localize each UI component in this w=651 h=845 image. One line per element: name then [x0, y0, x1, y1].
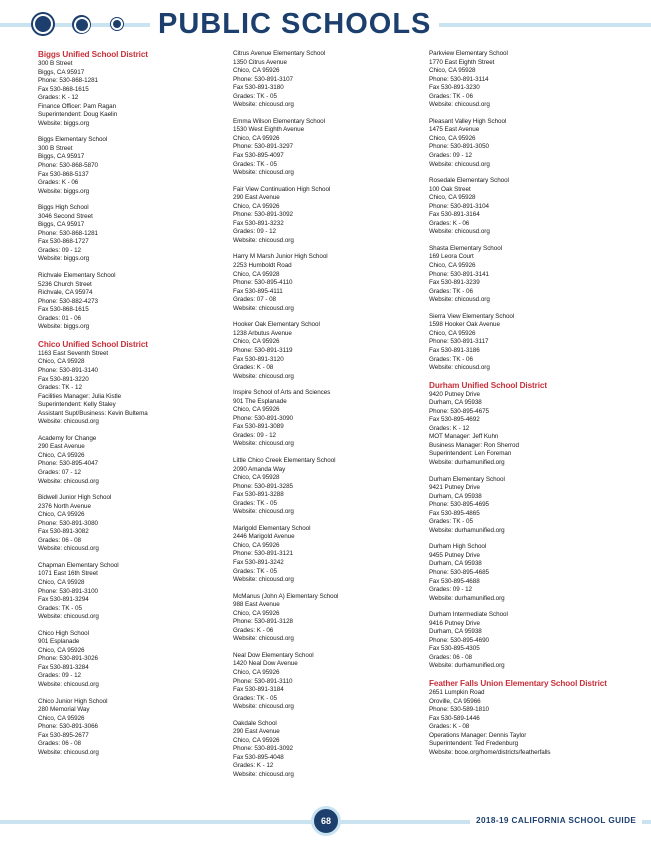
entry-line: Phone: 530-891-3121 — [233, 550, 293, 558]
entry-line: 290 East Avenue — [38, 443, 85, 451]
entry-heading: Fair View Continuation High School — [233, 185, 331, 193]
school-entry — [38, 204, 230, 264]
district-section — [429, 679, 621, 757]
entry-line: Phone: 530-895-4690 — [429, 636, 489, 644]
entry-line: Fax 530-891-3220 — [38, 375, 89, 383]
entry-line: Website: chicousd.org — [233, 508, 294, 516]
entry-line: Phone: 530-868-1281 — [38, 229, 98, 237]
entry-line: Chico, CA 95926 — [429, 329, 476, 337]
entry-heading: Little Chico Creek Elementary School — [233, 456, 336, 464]
entry-line: 1530 West Eighth Avenue — [233, 126, 305, 134]
entry-line: Phone: 530-891-3141 — [429, 270, 489, 278]
entry-line: Fax 530-891-3180 — [233, 84, 284, 92]
district-title: Chico Unified School District — [38, 339, 148, 349]
entry-line: Phone: 530-891-3050 — [429, 143, 489, 151]
entry-line: Business Manager: Ron Sherrod — [429, 441, 519, 449]
school-entry — [429, 313, 621, 373]
entry-line: MOT Manager: Jeff Kuhn — [429, 433, 499, 441]
entry-line: Chico, CA 95926 — [38, 646, 85, 654]
header-dot-large — [31, 12, 55, 36]
entry-line: Grades: K - 06 — [233, 626, 274, 634]
entry-heading: Rosedale Elementary School — [429, 177, 509, 185]
entry-line: Grades: TK - 05 — [38, 604, 82, 612]
school-entry — [38, 698, 230, 758]
entry-line: Superintendent: Len Foreman — [429, 450, 512, 458]
entry-line: 300 B Street — [38, 144, 73, 152]
entry-line: Chico, CA 95926 — [233, 67, 280, 75]
entry-line: Fax 530-868-1615 — [38, 85, 89, 93]
school-entry — [429, 391, 621, 468]
entry-line: Grades: TK - 05 — [233, 567, 277, 575]
entry-line: 988 East Avenue — [233, 601, 280, 609]
entry-line: Superintendent: Kelly Staley — [38, 401, 116, 409]
entry-line: Website: durhamunified.org — [429, 526, 505, 534]
entry-line: Fax 530-891-3164 — [429, 211, 480, 219]
entry-line: Website: durhamunified.org — [429, 458, 505, 466]
entry-heading: Harry M Marsh Junior High School — [233, 253, 328, 261]
entry-line: Grades: 06 - 08 — [38, 740, 82, 748]
entry-line: Grades: 09 - 12 — [233, 228, 277, 236]
entry-line: Phone: 530-891-3114 — [429, 75, 489, 83]
entry-line: Fax 530-891-3232 — [233, 219, 284, 227]
entry-line: Chico, CA 95926 — [233, 541, 280, 549]
entry-line: Phone: 530-891-3092 — [233, 211, 293, 219]
entry-line: Oroville, CA 95966 — [429, 697, 481, 705]
entry-line: Grades: TK - 12 — [38, 384, 82, 392]
entry-line: Phone: 530-895-4685 — [429, 568, 489, 576]
entry-line: Richvale, CA 95974 — [38, 289, 93, 297]
entry-line: Chico, CA 95926 — [429, 134, 476, 142]
entry-heading: Durham Elementary School — [429, 475, 505, 483]
guide-title: 2018-19 CALIFORNIA SCHOOL GUIDE — [476, 816, 637, 825]
entry-line: Website: chicousd.org — [233, 304, 294, 312]
district-section — [429, 381, 621, 671]
entry-heading: Neal Dow Elementary School — [233, 651, 314, 659]
school-entry — [38, 350, 230, 427]
entry-line: Finance Officer: Pam Ragan — [38, 102, 117, 110]
school-entry — [429, 476, 621, 536]
entry-line: 100 Oak Street — [429, 185, 471, 193]
school-entry — [429, 245, 621, 305]
entry-line: Chico, CA 95928 — [233, 474, 280, 482]
entry-line: Phone: 530-868-1281 — [38, 77, 98, 85]
entry-line: Grades: 09 - 12 — [38, 672, 82, 680]
district-title: Feather Falls Union Elementary School District — [429, 679, 607, 688]
entry-line: Grades: TK - 06 — [429, 287, 473, 295]
entry-line: Phone: 530-891-3285 — [233, 482, 293, 490]
entry-line: Fax 530-895-4692 — [429, 416, 480, 424]
district-title: Durham Unified School District — [429, 380, 548, 390]
header-title-box — [150, 5, 439, 43]
school-entry — [38, 630, 230, 690]
entry-line: 2376 North Avenue — [38, 502, 91, 510]
entry-line: Phone: 530-895-4110 — [233, 279, 293, 287]
entry-line: Website: biggs.org — [38, 255, 90, 263]
entry-line: Biggs, CA 95917 — [38, 153, 85, 161]
entry-line: Website: chicousd.org — [429, 228, 490, 236]
entry-line: 290 East Avenue — [233, 728, 280, 736]
entry-line: Grades: K - 12 — [429, 424, 470, 432]
entry-line: Website: chicousd.org — [429, 101, 490, 109]
entry-heading: Citrus Avenue Elementary School — [233, 50, 326, 57]
entry-line: Website: bcoe.org/home/districts/featherfalls — [429, 748, 551, 756]
entry-line: 901 The Esplanade — [233, 397, 287, 405]
entry-line: Chico, CA 95926 — [233, 406, 280, 414]
entry-heading: Sierra View Elementary School — [429, 312, 515, 320]
entry-line: 3046 Second Street — [38, 212, 93, 220]
school-entry — [233, 389, 425, 449]
entry-heading: Richvale Elementary School — [38, 272, 116, 280]
entry-line: Phone: 530-891-3100 — [38, 587, 98, 595]
district-section — [38, 50, 230, 332]
entry-line: Facilities Manager: Julia Kistle — [38, 392, 122, 400]
school-entry — [233, 321, 425, 381]
page-number-badge — [311, 806, 341, 836]
school-entry — [429, 177, 621, 237]
entry-line: Grades: TK - 06 — [429, 92, 473, 100]
column-1 — [38, 50, 230, 765]
entry-line: Fax 530-891-3089 — [233, 423, 284, 431]
district-section — [233, 50, 425, 780]
entry-line: Chico, CA 95928 — [429, 67, 476, 75]
entry-line: Fax 530-868-1615 — [38, 306, 89, 314]
column-3 — [429, 50, 621, 765]
page-title: PUBLIC SCHOOLS — [158, 8, 432, 40]
entry-line: Superintendent: Ted Fredenburg — [429, 740, 519, 748]
entry-line: Fax 530-891-3230 — [429, 84, 480, 92]
entry-line: Website: chicousd.org — [429, 296, 490, 304]
entry-heading: Parkview Elementary School — [429, 50, 508, 57]
entry-line: Grades: TK - 05 — [429, 518, 473, 526]
entry-line: Website: biggs.org — [38, 323, 90, 331]
entry-line: Fax 530-895-4305 — [429, 645, 480, 653]
entry-line: Fax 530-895-4097 — [233, 152, 284, 160]
entry-line: Phone: 530-895-4695 — [429, 501, 489, 509]
entry-line: Grades: K - 12 — [233, 762, 274, 770]
entry-heading: McManus (John A) Elementary School — [233, 592, 339, 600]
school-entry — [38, 272, 230, 332]
school-entry — [38, 494, 230, 554]
entry-line: Grades: 06 - 08 — [429, 653, 473, 661]
entry-heading: Shasta Elementary School — [429, 244, 503, 252]
entry-line: Website: chicousd.org — [233, 236, 294, 244]
school-entry — [233, 652, 425, 712]
entry-line: Website: biggs.org — [38, 187, 90, 195]
entry-line: Fax 530-891-3120 — [233, 355, 284, 363]
entry-line: Phone: 530-891-3117 — [429, 338, 489, 346]
entry-line: Website: durhamunified.org — [429, 594, 505, 602]
entry-line: 1238 Arbutus Avenue — [233, 329, 292, 337]
entry-line: Chico, CA 95926 — [429, 262, 476, 270]
entry-line: Grades: 09 - 12 — [429, 586, 473, 594]
entry-line: Phone: 530-891-3104 — [429, 202, 489, 210]
entry-heading: Marigold Elementary School — [233, 524, 311, 532]
footer-guide-box — [470, 813, 642, 829]
entry-line: Website: chicousd.org — [38, 418, 99, 426]
entry-line: Grades: 01 - 06 — [38, 314, 82, 322]
entry-line: Website: chicousd.org — [233, 440, 294, 448]
entry-heading: Inspire School of Arts and Sciences — [233, 389, 331, 397]
entry-line: Grades: 07 - 12 — [38, 468, 82, 476]
school-entry — [429, 50, 621, 110]
district-title: Biggs Unified School District — [38, 50, 148, 59]
entry-line: Grades: TK - 05 — [233, 694, 277, 702]
entry-heading: 1163 East Seventh Street — [38, 349, 109, 357]
entry-line: Website: biggs.org — [38, 119, 90, 127]
entry-heading: Oakdale School — [233, 719, 277, 727]
entry-heading: Bidwell Junior High School — [38, 494, 112, 502]
district-section — [38, 340, 230, 758]
school-entry — [233, 457, 425, 517]
entry-line: 1071 East 16th Street — [38, 570, 98, 578]
entry-line: 280 Memorial Way — [38, 706, 90, 714]
school-entry — [38, 136, 230, 196]
entry-line: Phone: 530-891-3107 — [233, 75, 293, 83]
entry-line: Fax 530-891-3242 — [233, 558, 284, 566]
entry-line: Website: chicousd.org — [38, 477, 99, 485]
entry-line: Durham, CA 95938 — [429, 492, 482, 500]
entry-line: Grades: K - 06 — [429, 219, 470, 227]
entry-line: Fax 530-891-3186 — [429, 346, 480, 354]
entry-line: 9455 Putney Drive — [429, 551, 480, 559]
entry-line: Grades: TK - 05 — [233, 92, 277, 100]
entry-line: Fax 530-891-3284 — [38, 663, 89, 671]
entry-line: Chico, CA 95926 — [233, 202, 280, 210]
school-entry — [38, 60, 230, 128]
entry-line: 9421 Putney Drive — [429, 484, 480, 492]
entry-line: Website: chicousd.org — [233, 169, 294, 177]
entry-heading: 300 B Street — [38, 60, 73, 67]
entry-line: 9416 Putney Drive — [429, 619, 480, 627]
entry-line: 290 East Avenue — [233, 194, 280, 202]
entry-line: Fax 530-891-3082 — [38, 528, 89, 536]
entry-line: Website: chicousd.org — [233, 635, 294, 643]
entry-line: Fax 530-895-2677 — [38, 731, 89, 739]
entry-line: Grades: 09 - 12 — [38, 246, 82, 254]
entry-line: Durham, CA 95938 — [429, 628, 482, 636]
entry-line: Chico, CA 95928 — [429, 194, 476, 202]
entry-line: 1770 East Eighth Street — [429, 58, 495, 66]
school-entry — [233, 525, 425, 585]
entry-line: Grades: K - 06 — [38, 179, 79, 187]
entry-line: Phone: 530-891-3080 — [38, 519, 98, 527]
entry-line: Fax 530-891-3294 — [38, 596, 89, 604]
entry-line: Grades: TK - 05 — [233, 499, 277, 507]
entry-line: Phone: 530-895-4047 — [38, 460, 98, 468]
entry-line: Fax 530-891-3184 — [233, 686, 284, 694]
entry-line: Fax 530-891-3288 — [233, 491, 284, 499]
entry-heading: Biggs High School — [38, 204, 89, 212]
entry-line: 2253 Humboldt Road — [233, 262, 292, 270]
entry-line: Operations Manager: Dennis Taylor — [429, 731, 527, 739]
entry-line: Chico, CA 95926 — [233, 134, 280, 142]
entry-line: Chico, CA 95926 — [233, 338, 280, 346]
entry-line: 2446 Marigold Avenue — [233, 533, 295, 541]
entry-line: Fax 530-891-3239 — [429, 279, 480, 287]
entry-line: 169 Leora Court — [429, 253, 474, 261]
entry-line: Website: chicousd.org — [233, 372, 294, 380]
page-number: 68 — [320, 816, 331, 826]
entry-line: Grades: K - 08 — [233, 364, 274, 372]
entry-heading: Emma Wilson Elementary School — [233, 117, 325, 125]
header-dot-medium — [72, 15, 91, 34]
entry-line: Fax 530-868-5137 — [38, 170, 89, 178]
entry-line: Website: chicousd.org — [429, 364, 490, 372]
entry-line: Website: chicousd.org — [38, 613, 99, 621]
entry-line: Grades: TK - 05 — [233, 160, 277, 168]
entry-line: Fax 530-895-4865 — [429, 509, 480, 517]
entry-line: Phone: 530-891-3066 — [38, 723, 98, 731]
entry-line: Website: chicousd.org — [233, 576, 294, 584]
entry-line: Chico, CA 95926 — [233, 609, 280, 617]
column-2 — [233, 50, 425, 788]
entry-line: Chico, CA 95926 — [38, 714, 85, 722]
entry-line: Phone: 530-891-3297 — [233, 143, 293, 151]
entry-line: 1350 Citrus Avenue — [233, 58, 287, 66]
school-entry — [233, 186, 425, 246]
entry-line: Website: durhamunified.org — [429, 662, 505, 670]
entry-heading: Chapman Elementary School — [38, 561, 119, 569]
entry-line: Fax 530-895-4111 — [233, 287, 283, 295]
entry-line: Grades: K - 12 — [38, 94, 79, 102]
entry-line: Phone: 530-891-3119 — [233, 346, 293, 354]
school-entry — [233, 593, 425, 644]
entry-line: Phone: 530-891-3140 — [38, 366, 98, 374]
entry-line: Phone: 530-589-1810 — [429, 706, 489, 714]
district-section — [429, 50, 621, 373]
school-entry — [233, 720, 425, 780]
school-entry — [429, 543, 621, 603]
school-entry — [38, 562, 230, 622]
entry-line: Website: chicousd.org — [38, 681, 99, 688]
entry-line: Website: chicousd.org — [38, 748, 99, 756]
entry-line: Website: chicousd.org — [429, 160, 490, 168]
entry-line: Chico, CA 95926 — [233, 736, 280, 744]
entry-line: 5236 Church Street — [38, 280, 92, 288]
entry-line: 1475 East Avenue — [429, 126, 480, 134]
entry-line: Phone: 530-891-3092 — [233, 745, 293, 753]
entry-line: Phone: 530-891-3026 — [38, 655, 98, 663]
entry-line: Chico, CA 95926 — [38, 511, 85, 519]
school-entry — [429, 611, 621, 671]
entry-line: Website: chicousd.org — [233, 101, 294, 109]
entry-line: Website: chicousd.org — [233, 703, 294, 711]
entry-line: Phone: 530-891-3128 — [233, 618, 293, 626]
school-entry — [233, 50, 425, 110]
entry-heading: Biggs Elementary School — [38, 136, 108, 144]
entry-line: Grades: 09 - 12 — [429, 152, 473, 160]
entry-line: 2090 Amanda Way — [233, 465, 286, 473]
entry-line: Grades: 09 - 12 — [233, 431, 277, 439]
entry-line: Biggs, CA 95917 — [38, 221, 85, 229]
entry-line: Phone: 530-868-5870 — [38, 162, 98, 170]
entry-line: 1420 Neal Dow Avenue — [233, 660, 298, 668]
entry-line: Grades: 06 - 08 — [38, 536, 82, 544]
entry-heading: Durham High School — [429, 543, 487, 551]
entry-line: Fax 530-868-1727 — [38, 238, 89, 246]
entry-line: 901 Esplanade — [38, 638, 80, 646]
entry-line: Durham, CA 95938 — [429, 399, 482, 407]
entry-line: Grades: TK - 06 — [429, 355, 473, 363]
entry-line: Chico, CA 95928 — [38, 358, 85, 366]
entry-line: Website: chicousd.org — [233, 771, 294, 779]
entry-line: Phone: 530-895-4675 — [429, 407, 489, 415]
entry-line: Grades: K - 08 — [429, 723, 470, 731]
entry-line: Chico, CA 95926 — [233, 669, 280, 676]
entry-line: Superintendent: Doug Kaelin — [38, 111, 118, 119]
school-entry — [429, 689, 621, 757]
entry-line: 1598 Hooker Oak Avenue — [429, 321, 500, 329]
entry-heading: Chico High School — [38, 629, 89, 637]
entry-line: Chico, CA 95928 — [38, 578, 85, 586]
entry-heading: Academy for Change — [38, 434, 97, 442]
entry-heading: Durham Intermediate School — [429, 611, 508, 619]
entry-line: Biggs, CA 95917 — [38, 68, 85, 76]
entry-heading: Pleasant Valley High School — [429, 117, 507, 125]
entry-line: Durham, CA 95938 — [429, 560, 482, 568]
entry-line: Fax 530-895-4688 — [429, 577, 480, 585]
entry-heading: 2651 Lumpkin Road — [429, 689, 485, 696]
entry-heading: Chico Junior High School — [38, 697, 108, 705]
entry-line: Chico, CA 95926 — [38, 451, 85, 459]
school-entry — [233, 118, 425, 178]
school-entry — [233, 253, 425, 313]
entry-heading: Hooker Oak Elementary School — [233, 321, 320, 329]
entry-line: Chico, CA 95928 — [233, 270, 280, 278]
entry-line: Website: chicousd.org — [38, 545, 99, 553]
entry-line: Phone: 530-891-3090 — [233, 414, 293, 422]
entry-line: Fax 530-589-1446 — [429, 714, 480, 722]
entry-line: Assistant Supt/Business: Kevin Bultema — [38, 409, 148, 417]
school-entry — [38, 435, 230, 486]
entry-line: Grades: 07 - 08 — [233, 296, 277, 304]
header-dot-small — [110, 17, 124, 31]
school-entry — [429, 118, 621, 169]
entry-line: Fax 530-895-4048 — [233, 753, 284, 761]
entry-heading: 9420 Putney Drive — [429, 390, 480, 398]
entry-line: Phone: 530-891-3110 — [233, 677, 293, 685]
entry-line: Phone: 530-882-4273 — [38, 297, 98, 305]
